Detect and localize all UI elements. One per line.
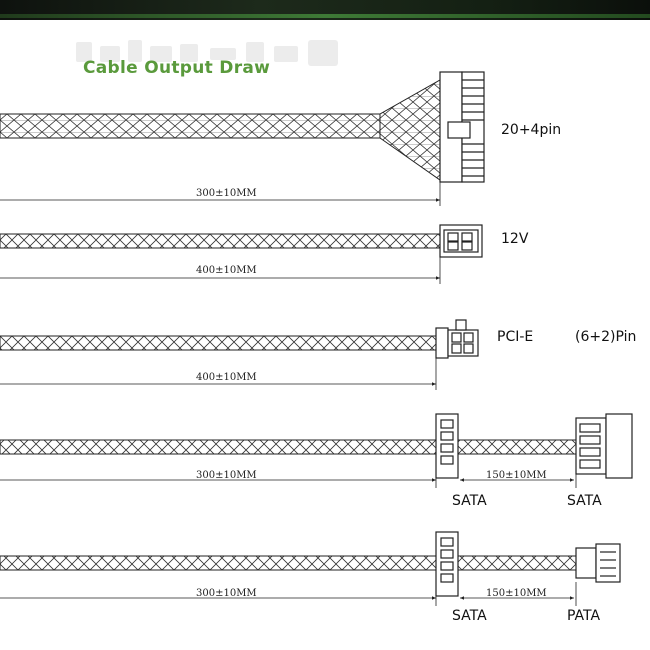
braided-sleeve bbox=[0, 440, 436, 454]
extension-length-label-pata: 150±10MM bbox=[486, 588, 547, 599]
connector-note-pcie: (6+2)Pin bbox=[575, 329, 637, 345]
connector-label-20-4pin: 20+4pin bbox=[501, 122, 562, 138]
sata-connector-end bbox=[576, 414, 632, 478]
length-label-12v: 400±10MM bbox=[196, 265, 257, 276]
length-label-pcie: 400±10MM bbox=[196, 372, 257, 383]
connector-label-12v: 12V bbox=[501, 231, 529, 247]
atx-connector bbox=[440, 72, 484, 182]
braided-extension bbox=[458, 440, 576, 454]
12v-connector bbox=[440, 225, 482, 257]
cable-atx-20-4pin bbox=[0, 72, 484, 206]
connector-label-sata-1: SATA bbox=[452, 493, 487, 509]
connector-label-sata-2: SATA bbox=[452, 608, 487, 624]
braided-sleeve bbox=[0, 556, 436, 570]
pcie-connector bbox=[436, 320, 478, 358]
connector-label-pcie: PCI-E bbox=[497, 329, 534, 345]
pata-connector bbox=[576, 544, 620, 582]
braided-sleeve bbox=[0, 114, 380, 138]
length-label-atx: 300±10MM bbox=[196, 188, 257, 199]
connector-label-pata: PATA bbox=[567, 608, 601, 624]
connector-label-sata-end: SATA bbox=[567, 493, 602, 509]
sata-connector-inline bbox=[436, 414, 458, 478]
length-label-sata-pata: 300±10MM bbox=[196, 588, 257, 599]
braided-extension bbox=[458, 556, 576, 570]
wire-fanout bbox=[380, 80, 440, 180]
extension-length-label-sata: 150±10MM bbox=[486, 470, 547, 481]
braided-sleeve bbox=[0, 234, 440, 248]
length-label-sata: 300±10MM bbox=[196, 470, 257, 481]
braided-sleeve bbox=[0, 336, 436, 350]
diagram-title: Cable Output Draw bbox=[83, 58, 271, 78]
sata-connector-inline bbox=[436, 532, 458, 596]
